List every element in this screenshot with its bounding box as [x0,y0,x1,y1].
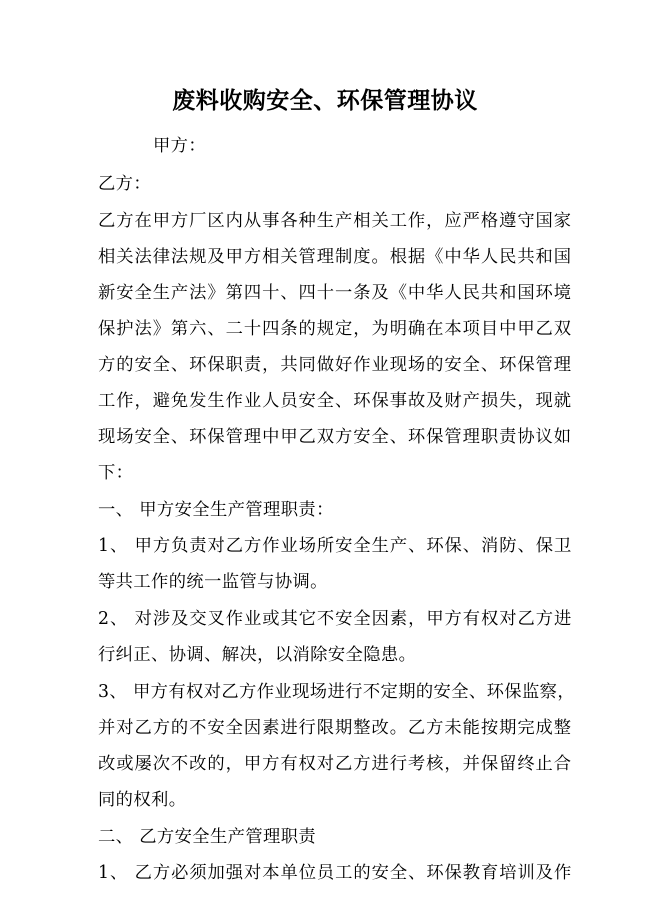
body-line-4: 保护法》第六、二十四条的规定，为明确在本项目中甲乙双 [98,319,573,339]
section-heading-1: 一、 甲方安全生产管理职责： [98,500,334,520]
clause-1-3-line-2: 并对乙方的不安全因素进行限期整改。乙方未能按期完成整 [98,718,573,738]
clause-1-3-line-1: 3、 甲方有权对乙方作业现场进行不定期的安全、环保监察， [98,682,576,702]
body-line-1: 乙方在甲方厂区内从事各种生产相关工作，应严格遵守国家 [98,211,573,231]
party-a-label: 甲方： [153,136,207,156]
body-line-3: 新安全生产法》第四十、四十一条及《中华人民共和国环境 [98,283,573,303]
body-line-2: 相关法律法规及甲方相关管理制度。根据《中华人民共和国 [98,247,573,267]
clause-1-3-line-3: 改或屡次不改的，甲方有权对乙方进行考核，并保留终止合 [98,754,573,774]
clause-1-2-line-2: 行纠正、协调、解决，以消除安全隐患。 [98,645,417,665]
body-line-5: 方的安全、环保职责，共同做好作业现场的安全、环保管理 [98,355,573,375]
document-title: 废料收购安全、环保管理协议 [172,88,478,114]
body-line-7: 现场安全、环保管理中甲乙双方安全、环保管理职责协议如 [98,427,573,447]
clause-2-1-line-1: 1、 乙方必须加强对本单位员工的安全、环保教育培训及作 [98,863,573,883]
clause-1-3-line-4: 同的权利。 [98,790,187,810]
clause-1-1-line-2: 等共工作的统一监管与协调。 [98,572,328,592]
section-heading-2: 二、 乙方安全生产管理职责 [98,827,317,847]
body-line-6: 工作，避免发生作业人员安全、环保事故及财产损失，现就 [98,391,573,411]
body-line-8: 下： [98,463,134,483]
clause-1-1-line-1: 1、 甲方负责对乙方作业场所安全生产、环保、消防、保卫 [98,536,573,556]
clause-1-2-line-1: 2、 对涉及交叉作业或其它不安全因素，甲方有权对乙方进 [98,609,573,629]
party-b-label: 乙方： [98,174,152,194]
